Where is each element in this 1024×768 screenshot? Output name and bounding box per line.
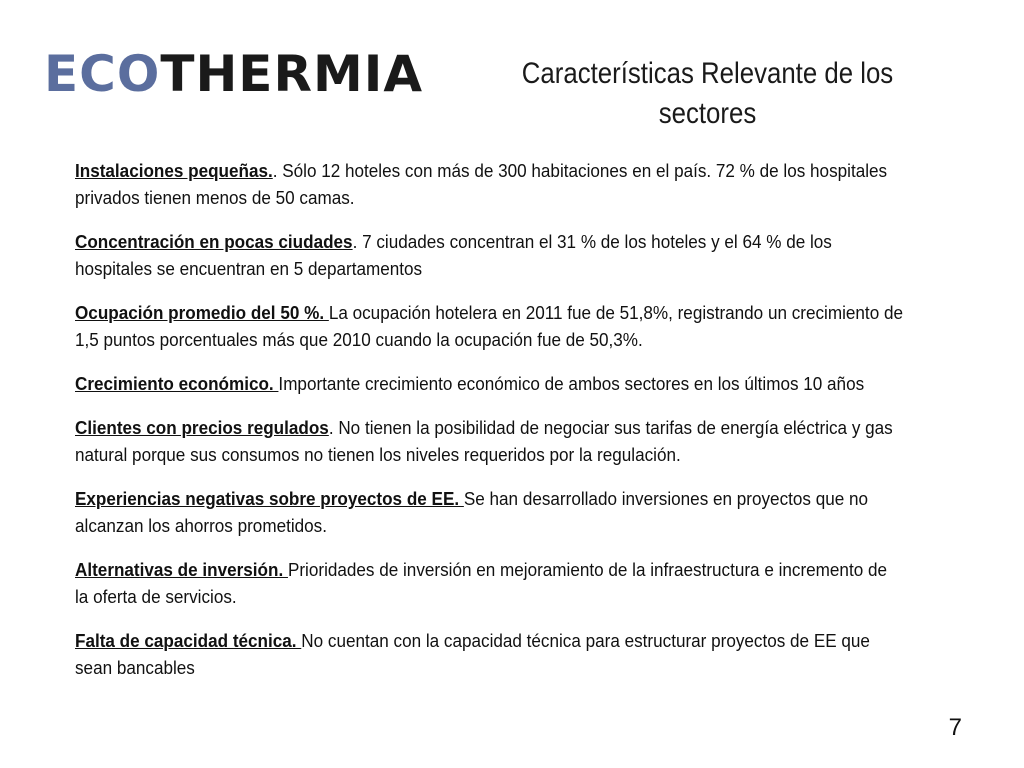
item-regulated-prices xyxy=(75,414,903,468)
item-small-installations xyxy=(75,157,903,211)
item-heading: Falta de capacidad técnica. xyxy=(75,630,302,651)
logo-thermia-text: THERMIA xyxy=(160,45,424,103)
item-text: . No tienen la posibilidad de negociar sus tarifas de energía eléctrica y gas natural porque sus consumos no tienen los niveles requeridos por la regulación. xyxy=(75,417,893,465)
item-text: Prioridades de inversión en mejoramiento de la infraestructura e incremento de la oferta de servicios. xyxy=(75,559,888,607)
item-technical-capacity xyxy=(75,627,903,681)
item-text: No cuentan con la capacidad técnica para estructurar proyectos de EE que sean bancables xyxy=(75,630,870,678)
slide-title xyxy=(503,54,912,134)
item-heading: Experiencias negativas sobre proyectos de EE. xyxy=(75,488,464,509)
slide-title-line2: sectores xyxy=(658,97,757,130)
item-economic-growth xyxy=(75,370,903,397)
ecothermia-logo xyxy=(44,44,423,104)
item-heading: Concentración en pocas ciudades xyxy=(75,231,353,252)
slide-body xyxy=(75,157,903,698)
item-heading: Clientes con precios regulados xyxy=(75,417,329,438)
item-investment-alternatives xyxy=(75,556,903,610)
item-negative-experiences xyxy=(75,485,903,539)
item-heading: Alternativas de inversión. xyxy=(75,559,288,580)
page-number: 7 xyxy=(948,714,962,741)
slide-title-line1: Características Relevante de los xyxy=(521,57,894,90)
item-text: Se han desarrollado inversiones en proyectos que no alcanzan los ahorros prometidos. xyxy=(75,488,869,536)
item-text: . Sólo 12 hoteles con más de 300 habitaciones en el país. 72 % de los hospitales privados tienen menos de 50 camas. xyxy=(75,160,888,208)
item-heading: Ocupación promedio del 50 %. xyxy=(75,302,329,323)
item-heading: Crecimiento económico. xyxy=(75,373,279,394)
item-text: . 7 ciudades concentran el 31 % de los hoteles y el 64 % de los hospitales se encuentran en 5 departamentos xyxy=(75,231,832,279)
item-text: La ocupación hotelera en 2011 fue de 51,8%, registrando un crecimiento de 1,5 puntos porcentuales más que 2010 cuando la ocupación fue de 50,3%. xyxy=(75,302,903,350)
item-city-concentration xyxy=(75,228,903,282)
item-text: Importante crecimiento económico de ambos sectores en los últimos 10 años xyxy=(278,373,865,394)
item-heading: Instalaciones pequeñas. xyxy=(75,160,273,181)
logo-eco-text: ECO xyxy=(44,45,161,103)
item-average-occupancy xyxy=(75,299,903,353)
